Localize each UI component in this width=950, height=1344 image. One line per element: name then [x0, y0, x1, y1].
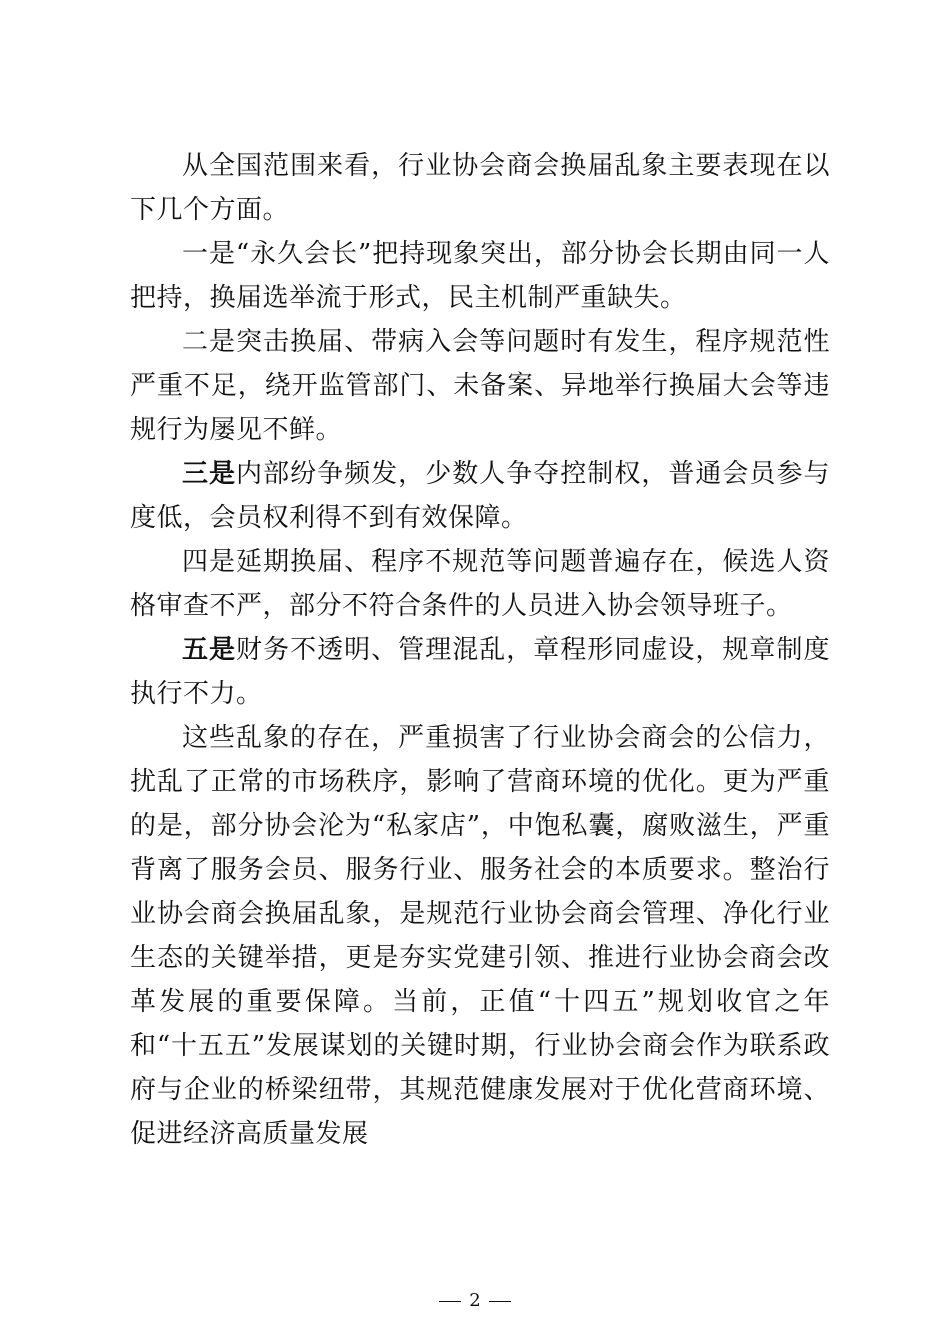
paragraph-text: 四是延期换届、程序不规范等问题普遍存在，候选人资格审查不严，部分不符合条件的人员进入协会领导班子。	[130, 547, 830, 621]
paragraph-text: 这些乱象的存在，严重损害了行业协会商会的公信力，扰乱了正常的市场秩序，影响了营商环境的优化。更为严重的是，部分协会沦为“私家店”，中饱私囊，腐败滋生，严重背离了服务会员、服务行业、服务社会的本质要求。整治行业协会商会换届乱象，是规范行业协会商会管理、净化行业生态的关键举措，更是夯实党建引领、推进行业协会商会改革发展的重要保障。当前，正值“十四五”规划收官之年和“十五五”发展谋划的关键时期，行业协会商会作为联系政府与企业的桥梁纽带，其规范健康发展对于优化营商环境、促进经济高质量发展	[130, 723, 830, 1149]
footer-dash-right	[489, 1301, 511, 1302]
paragraph-text: 从全国范围来看，行业协会商会换届乱象主要表现在以下几个方面。	[130, 151, 830, 225]
paragraph-text: 二是突击换届、带病入会等问题时有发生，程序规范性严重不足，绕开监管部门、未备案、异地举行换届大会等违规行为屡见不鲜。	[130, 327, 830, 445]
paragraph-text: 内部纷争频发，少数人争夺控制权，普通会员参与度低，会员权利得不到有效保障。	[130, 459, 830, 533]
paragraph-6	[130, 628, 830, 716]
paragraph-4	[130, 452, 830, 540]
paragraph-7	[130, 716, 830, 1156]
paragraph-3	[130, 320, 830, 452]
paragraph-2	[130, 232, 830, 320]
page-number: 2	[469, 1290, 481, 1311]
paragraph-text: 一是“永久会长”把持现象突出，部分协会长期由同一人把持，换届选举流于形式，民主机制严重缺失。	[130, 239, 830, 313]
paragraph-text: 财务不透明、管理混乱，章程形同虚设，规章制度执行不力。	[130, 635, 830, 709]
footer-dash-left	[439, 1301, 461, 1302]
paragraph-5	[130, 540, 830, 628]
paragraph-lead: 三是	[182, 459, 237, 489]
document-body	[130, 144, 830, 1156]
paragraph-1	[130, 144, 830, 232]
paragraph-lead: 五是	[182, 635, 237, 665]
page-footer	[0, 1290, 950, 1311]
